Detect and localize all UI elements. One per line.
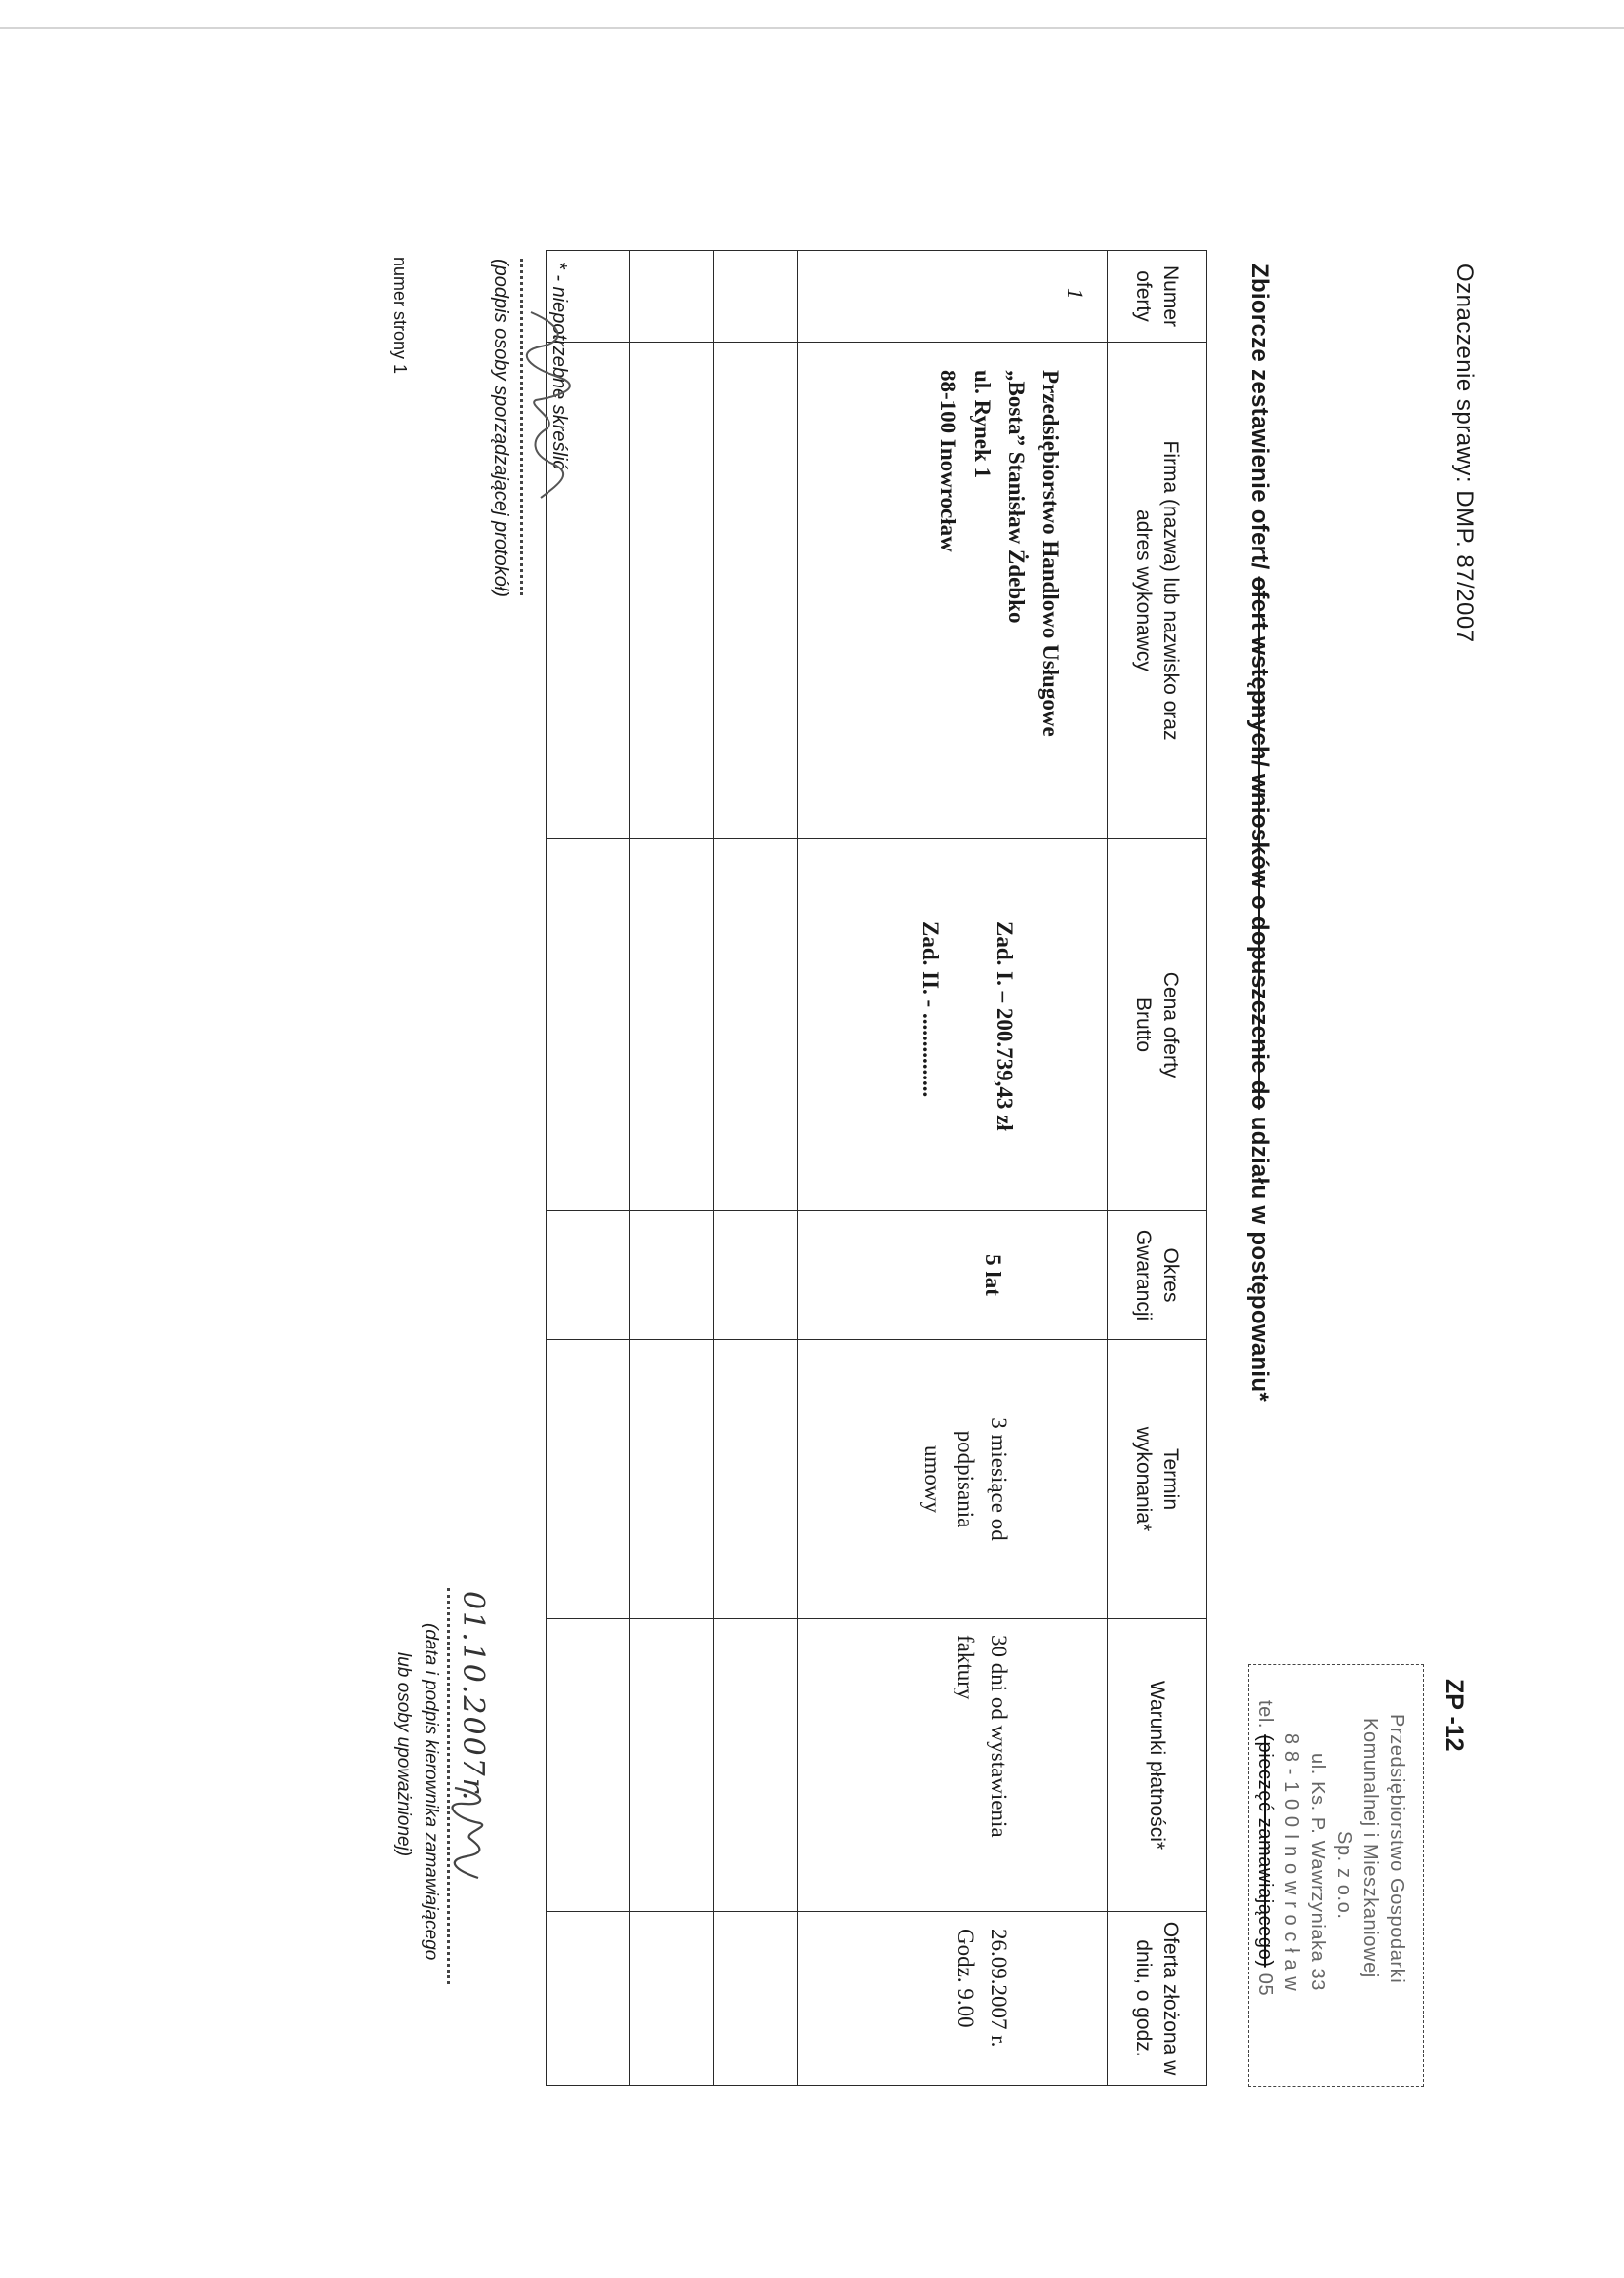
title-struck-text: ofert wstępnych/ wniosków o dopuszczenie do [1246, 576, 1273, 1110]
empty-cell [547, 839, 630, 1211]
stamp-line: Przedsiębiorstwo Gospodarki [1386, 1714, 1407, 1984]
stamp-tel-line [1251, 1700, 1278, 2086]
table-row [798, 251, 1108, 2086]
manager-caption: (data i podpis kierownika zamawiającego [421, 1623, 441, 1961]
submitted-cell [798, 1912, 1108, 2086]
empty-cell [547, 1619, 630, 1912]
orderer-stamp [1248, 1664, 1424, 2087]
payment-line: 30 dni od wystawienia [987, 1635, 1011, 1838]
header-text: Cena oferty [1159, 971, 1183, 1078]
header-company [1108, 343, 1207, 839]
term-line: umowy [920, 1445, 945, 1513]
term-line: 3 miesiące od [987, 1417, 1011, 1541]
header-text: Brutto [1132, 997, 1156, 1053]
submitted-line: Godz. 9.00 [954, 1929, 978, 2028]
empty-cell [714, 1211, 798, 1340]
empty-cell [714, 1912, 798, 2086]
empty-cell [714, 839, 798, 1211]
company-line: 88-100 Inowrocław [936, 370, 960, 552]
stamp-tel-suffix: 05 [1254, 1973, 1276, 1997]
header-text: wykonania* [1132, 1426, 1156, 1532]
company-cell [798, 343, 1108, 839]
stamp-line: 8 8 - 1 0 0 I n o w r o c ł a w [1280, 1733, 1302, 1992]
case-number: Oznaczenie sprawy: DMP. 87/2007 [1451, 264, 1478, 643]
company-line: Przedsiębiorstwo Handlowo Usługowe [1038, 370, 1063, 737]
header-price [1108, 839, 1207, 1211]
footnote: * - niepotrzebne skreślić [548, 262, 570, 470]
table-header-row [1108, 251, 1207, 2086]
header-text: dniu, o godz. [1132, 1939, 1156, 2057]
scan-edge-line [0, 27, 1624, 29]
empty-cell [547, 1912, 630, 2086]
manager-signature-line [447, 1588, 450, 1984]
header-warranty [1108, 1211, 1207, 1340]
table-row-empty [630, 251, 714, 2086]
header-payment [1108, 1619, 1207, 1912]
title-start: Zbiorcze zestawienie ofert/ [1246, 264, 1273, 570]
manager-signature [449, 1784, 492, 1882]
stamp-line: Sp. z o.o. [1333, 1831, 1355, 1920]
offers-table [546, 250, 1207, 2086]
company-line: „Bosta” Stanisław Żdebko [1004, 370, 1029, 624]
empty-cell [630, 1619, 714, 1912]
empty-cell [714, 1619, 798, 1912]
stamp-tel: tel. [1254, 1700, 1276, 1729]
page-title [1245, 264, 1273, 1402]
submitted-line: 26.09.2007 r. [987, 1929, 1011, 2048]
company-line: ul. Rynek 1 [970, 370, 995, 479]
stamp-label: (pieczęć zamawiającego) [1254, 1734, 1276, 1968]
preparer-signature [521, 307, 570, 503]
price-cell [798, 839, 1108, 1211]
payment-line: faktury [954, 1635, 978, 1700]
empty-cell [714, 1340, 798, 1619]
warranty-cell: 5 lat [798, 1211, 1108, 1340]
empty-cell [547, 1340, 630, 1619]
stamp-line: ul. Ks. P. Wawrzyniaka 33 [1307, 1753, 1328, 1991]
empty-cell [630, 1340, 714, 1619]
empty-cell [630, 1211, 714, 1340]
stamp-line: Komunalnej i Mieszkaniowej [1360, 1718, 1381, 1978]
title-end: udziału w postępowaniu* [1246, 1109, 1273, 1402]
header-offer-number [1108, 251, 1207, 343]
table-row-empty [714, 251, 798, 2086]
empty-cell [630, 251, 714, 343]
header-text: Okres [1159, 1247, 1183, 1303]
preparer-signature-line [520, 259, 523, 595]
payment-cell [798, 1619, 1108, 1912]
header-text: Termin [1159, 1447, 1183, 1510]
header-text: Oferta złożona w [1159, 1921, 1183, 2076]
form-code: ZP -12 [1441, 1679, 1468, 1752]
price-line: Zad. I. – 200.739,43 zł [993, 921, 1017, 1131]
header-text: Gwarancji [1132, 1229, 1156, 1322]
header-submitted [1108, 1912, 1207, 2086]
header-text: Numer [1159, 264, 1183, 327]
empty-cell [630, 839, 714, 1211]
header-term [1108, 1340, 1207, 1619]
header-text: adres wykonawcy [1132, 509, 1156, 671]
empty-cell [630, 343, 714, 839]
empty-cell [547, 1211, 630, 1340]
empty-cell [714, 343, 798, 839]
term-cell [798, 1340, 1108, 1619]
term-line: podpisania [954, 1430, 978, 1528]
empty-cell [714, 251, 798, 343]
header-text: Warunki płatności* [1146, 1680, 1169, 1851]
header-text: oferty [1132, 270, 1156, 322]
empty-cell [630, 1912, 714, 2086]
preparer-caption: (podpis osoby sporządzającej protokół) [490, 259, 511, 597]
manager-caption-continued: lub osoby upoważnionej) [393, 1652, 414, 1857]
price-line: Zad. II. - ............... [918, 921, 943, 1098]
table-row-empty [547, 251, 630, 2086]
header-text: Firma (nazwa) lub nazwisko oraz [1159, 440, 1183, 741]
handwritten-date: 01.10.2007r. [456, 1591, 490, 1803]
offer-number: 1 [798, 251, 1108, 343]
page-number: numer strony 1 [390, 257, 410, 375]
